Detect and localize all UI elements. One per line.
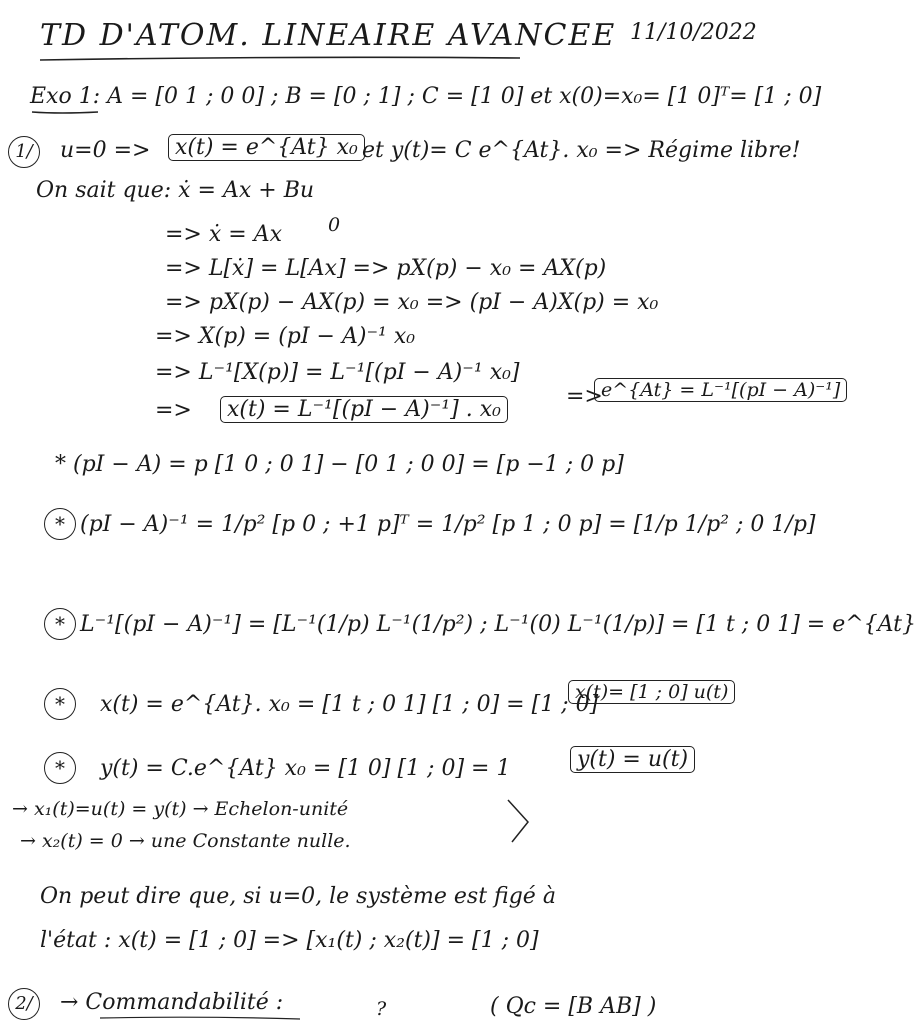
line-exp-at: L⁻¹[(pI − A)⁻¹] = [L⁻¹(1/p) L⁻¹(1/p²) ; L⁻¹(0) L⁻¹(1/p)] = [1 t ; 0 1] = e^{At} xyxy=(80,612,916,637)
q1-rest: et y(t)= C e^{At}. x₀ => Régime libre! xyxy=(362,138,801,163)
line-x2-zero: → x₂(t) = 0 → une Constante nulle. xyxy=(20,830,351,852)
star-marker-2: * xyxy=(44,608,76,640)
line-xt-result: x(t) = e^{At}. x₀ = [1 t ; 0 1] [1 ; 0] = [1 ; 0] xyxy=(100,692,599,717)
q1-condition: u=0 => xyxy=(60,138,151,163)
line-rearrange: => pX(p) − AX(p) = x₀ => (pI − A)X(p) = x₀ xyxy=(165,290,659,315)
line-u-zero-note: 0 xyxy=(328,214,341,236)
line-arrow: => xyxy=(155,398,192,423)
implies-arrow: => xyxy=(566,384,603,409)
xt-box: x(t) = L⁻¹[(pI − A)⁻¹] . x₀ xyxy=(220,396,508,423)
yt-result-box: y(t) = u(t) xyxy=(570,746,695,773)
line-x1-step: → x₁(t)=u(t) = y(t) → Echelon-unité xyxy=(12,798,349,820)
page-title: TD D'ATOM. LINEAIRE AVANCEE xyxy=(40,18,617,53)
date: 11/10/2022 xyxy=(630,20,757,45)
line-laplace: => L[ẋ] = L[Ax] => pX(p) − x₀ = AX(p) xyxy=(165,256,607,281)
star-marker-1: * xyxy=(44,508,76,540)
xt-result-box: x(t)= [1 ; 0] u(t) xyxy=(568,680,735,704)
line-yt-result: y(t) = C.e^{At} x₀ = [1 0] [1 ; 0] = 1 xyxy=(100,756,511,781)
star-marker-4: * xyxy=(44,752,76,784)
star-marker-3: * xyxy=(44,688,76,720)
exercise-statement: Exo 1: A = [0 1 ; 0 0] ; B = [0 ; 1] ; C = [1 0] et x(0)=x₀= [1 0]ᵀ= [1 ; 0] xyxy=(30,84,822,109)
line-state-eq: On sait que: ẋ = Ax + Bu xyxy=(36,178,315,203)
question-1-marker: 1/ xyxy=(8,136,40,168)
q1-box: x(t) = e^{At} x₀ xyxy=(168,134,365,161)
line-inverse-laplace: => L⁻¹[X(p)] = L⁻¹[(pI − A)⁻¹ x₀] xyxy=(155,360,520,385)
line-x-dot: => ẋ = Ax xyxy=(165,222,282,247)
question-mark: ? xyxy=(376,998,387,1020)
line-controllability: → Commandabilité : xyxy=(60,990,284,1015)
eat-box: e^{At} = L⁻¹[(pI − A)⁻¹] xyxy=(594,378,847,402)
line-qc: ( Qc = [B AB] ) xyxy=(490,994,657,1019)
line-inverse-matrix: (pI − A)⁻¹ = 1/p² [p 0 ; +1 p]ᵀ = 1/p² [p 1 ; 0 p] = [1/p 1/p² ; 0 1/p] xyxy=(80,512,816,537)
line-state: l'état : x(t) = [1 ; 0] => [x₁(t) ; x₂(t)] = [1 ; 0] xyxy=(40,928,539,953)
line-xp: => X(p) = (pI − A)⁻¹ x₀ xyxy=(155,324,416,349)
line-conclusion: On peut dire que, si u=0, le système est figé à xyxy=(40,884,556,909)
line-pi-minus-a: * (pI − A) = p [1 0 ; 0 1] − [0 1 ; 0 0] = [p −1 ; 0 p] xyxy=(55,452,624,477)
question-2-marker: 2/ xyxy=(8,988,40,1020)
